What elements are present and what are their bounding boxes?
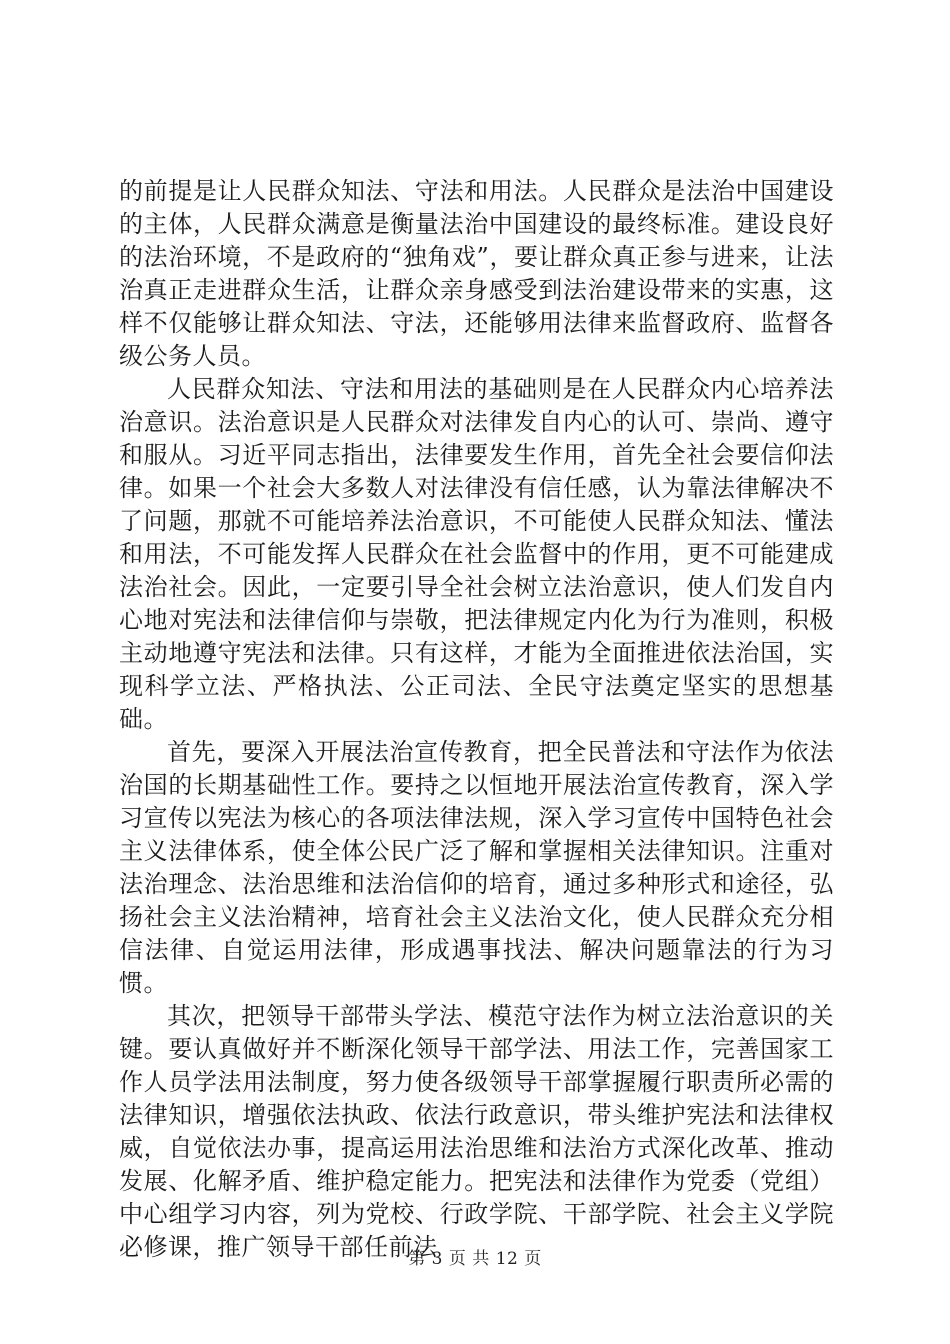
page-number-footer: 第 3 页 共 12 页 (408, 1249, 542, 1269)
document-body (119, 175, 834, 1264)
paragraph-1: 的前提是让人民群众知法、守法和用法。人民群众是法治中国建设的主体，人民群众满意是衡量法治中国建设的最终标准。建设良好的法治环境，不是政府的“独角戏”，要让群众真正参与进来，让法治真正走进群众生活，让群众亲身感受到法治建设带来的实惠，这样不仅能够让群众知法、守法，还能够用法律来监督政府、监督各级公务人员。 (119, 177, 834, 370)
paragraph-3: 首先，要深入开展法治宣传教育，把全民普法和守法作为依法治国的长期基础性工作。要持之以恒地开展法治宣传教育，深入学习宣传以宪法为核心的各项法律法规，深入学习宣传中国特色社会主义法律体系，使全体公民广泛了解和掌握相关法律知识。注重对法治理念、法治思维和法治信仰的培育，通过多种形式和途径，弘扬社会主义法治精神，培育社会主义法治文化，使人民群众充分相信法律、自觉运用法律，形成遇事找法、解决问题靠法的行为习惯。 (119, 738, 834, 997)
paragraph-2: 人民群众知法、守法和用法的基础则是在人民群众内心培养法治意识。法治意识是人民群众对法律发自内心的认可、崇尚、遵守和服从。习近平同志指出，法律要发生作用，首先全社会要信仰法律。如果一个社会大多数人对法律没有信任感，认为靠法律解决不了问题，那就不可能培养法治意识，不可能使人民群众知法、懂法和用法，不可能发挥人民群众在社会监督中的作用，更不可能建成法治社会。因此，一定要引导全社会树立法治意识，使人们发自内心地对宪法和法律信仰与崇敬，把法律规定内化为行为准则，积极主动地遵守宪法和法律。只有这样，才能为全面推进依法治国，实现科学立法、严格执法、公正司法、全民守法奠定坚实的思想基础。 (119, 375, 834, 733)
paragraph-4: 其次，把领导干部带头学法、模范守法作为树立法治意识的关键。要认真做好并不断深化领导干部学法、用法工作，完善国家工作人员学法用法制度，努力使各级领导干部掌握履行职责所必需的法律知识，增强依法执政、依法行政意识，带头维护宪法和法律权威，自觉依法办事，提高运用法治思维和法治方式深化改革、推动发展、化解矛盾、维护稳定能力。把宪法和法律作为党委（党组）中心组学习内容，列为党校、行政学院、干部学院、社会主义学院必修课，推广领导干部任前法 (119, 1002, 834, 1261)
